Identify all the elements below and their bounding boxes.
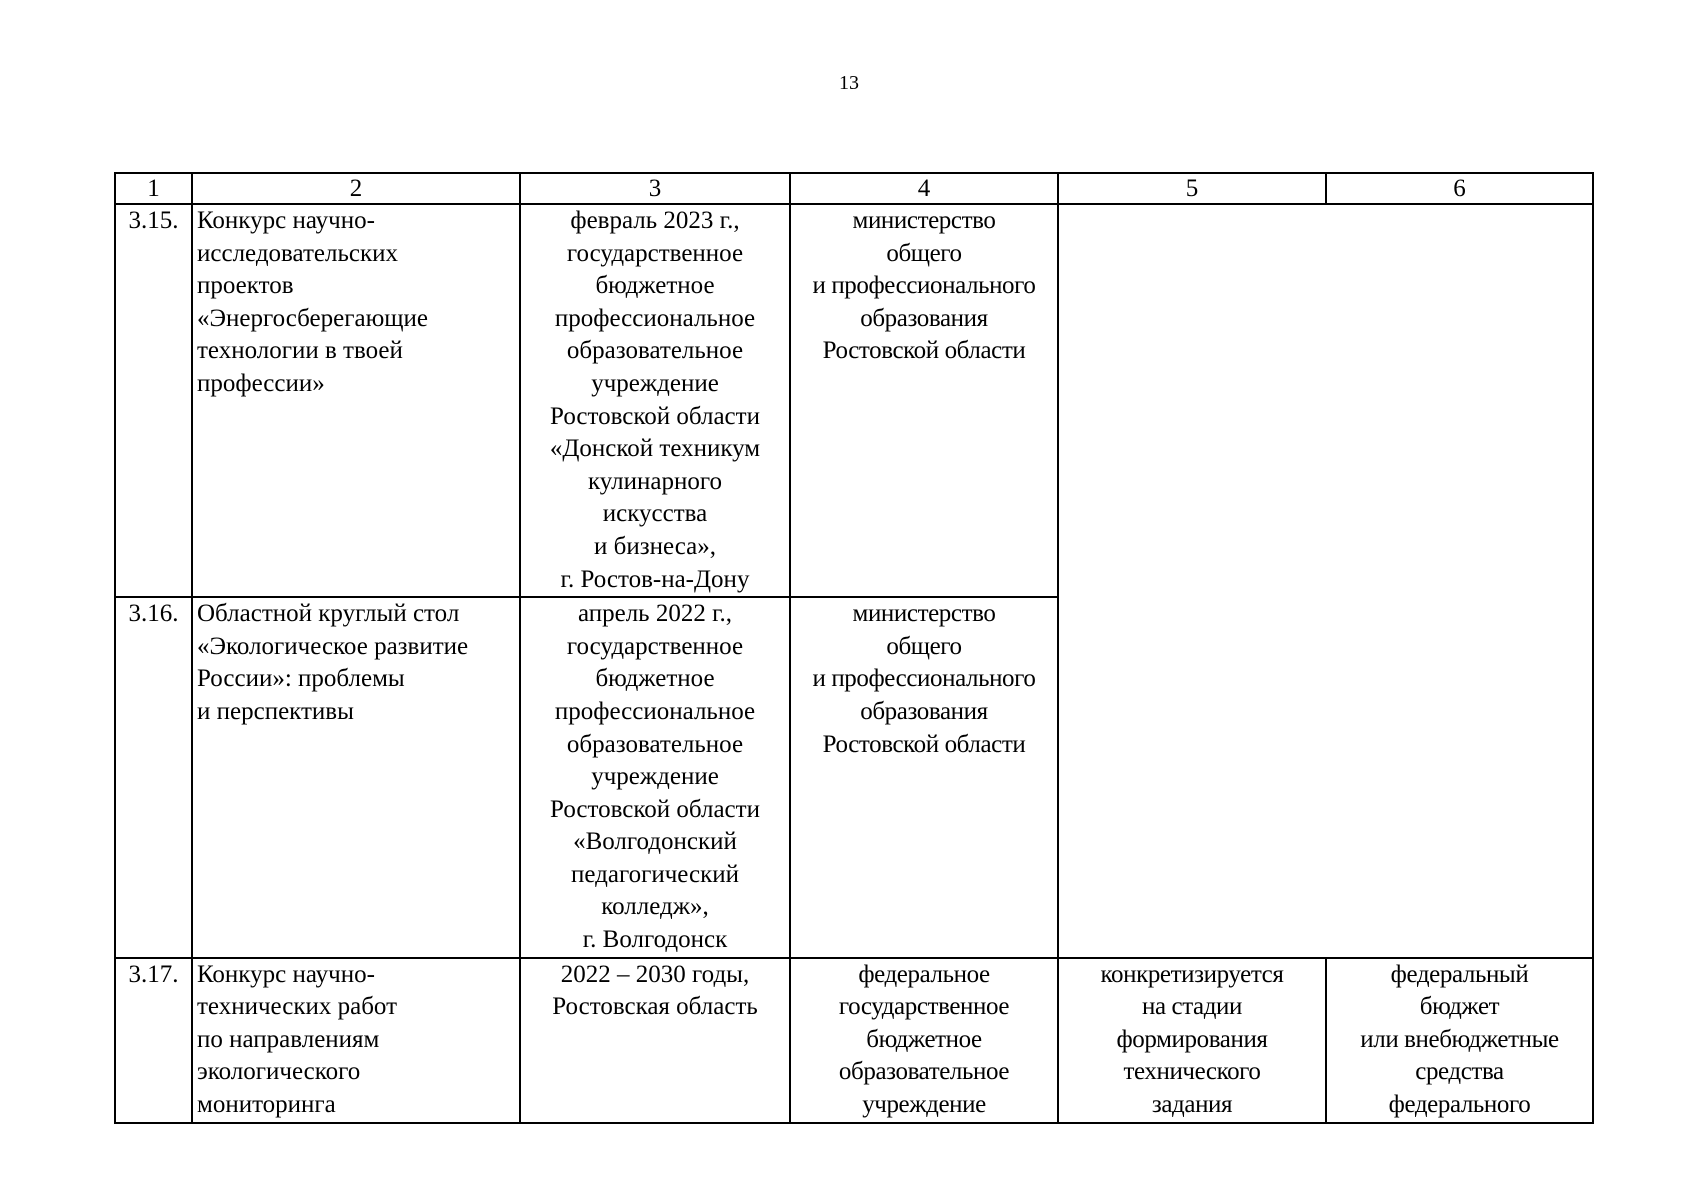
event-date-place-text: февраль 2023 г., государственное бюджетное профессиональное образовательное учреждение Ростовской области «Донской техникум кулинарного искусства и бизнеса», г. Ростов-на-Дону (549, 207, 761, 593)
column-header-3: 3 (520, 173, 790, 204)
event-responsible-text: министерство общего и профессионального образования Ростовской области (812, 600, 1036, 758)
event-name (192, 204, 520, 597)
event-funding (1326, 958, 1593, 1123)
event-name (192, 597, 520, 958)
merged-empty-cell (1058, 204, 1593, 958)
event-date-place (520, 597, 790, 958)
column-header-6: 6 (1326, 173, 1593, 204)
column-header-5: 5 (1058, 173, 1326, 204)
event-date-place-text: 2022 – 2030 годы, Ростовская область (552, 960, 758, 1021)
event-date-place (520, 204, 790, 597)
table-row (115, 958, 1593, 1123)
row-number: 3.17. (115, 958, 192, 1123)
events-table (114, 172, 1594, 1124)
row-number: 3.16. (115, 597, 192, 958)
event-name-text: Конкурс научно- технических работ по направлениям экологического мониторинга (197, 960, 398, 1119)
event-result (1058, 958, 1326, 1123)
table-header-row (115, 173, 1593, 204)
event-name (192, 958, 520, 1123)
event-name-text: Конкурс научно- исследовательских проектов «Энергосберегающие технологии в твоей профессии» (197, 207, 428, 397)
event-result-text: конкретизируется на стадии формирования технического задания (1100, 960, 1284, 1119)
column-header-4: 4 (790, 173, 1058, 204)
event-date-place (520, 958, 790, 1123)
event-responsible-text: министерство общего и профессионального образования Ростовской области (812, 207, 1036, 365)
event-responsible-text: федеральное государственное бюджетное образовательное учреждение (838, 960, 1010, 1119)
event-funding-text: федеральный бюджет или внебюджетные средства федерального (1360, 960, 1559, 1119)
event-name-text: Областной круглый стол «Экологическое развитие России»: проблемы и перспективы (197, 600, 469, 725)
column-header-2: 2 (192, 173, 520, 204)
event-date-place-text: апрель 2022 г., государственное бюджетное профессиональное образовательное учреждение Ростовской области «Волгодонский педагогический колледж», г. Волгодонск (550, 600, 760, 954)
table-row (115, 204, 1593, 597)
row-number: 3.15. (115, 204, 192, 597)
page-number: 13 (839, 72, 859, 94)
event-responsible (790, 204, 1058, 597)
event-responsible (790, 958, 1058, 1123)
event-responsible (790, 597, 1058, 958)
column-header-1: 1 (115, 173, 192, 204)
